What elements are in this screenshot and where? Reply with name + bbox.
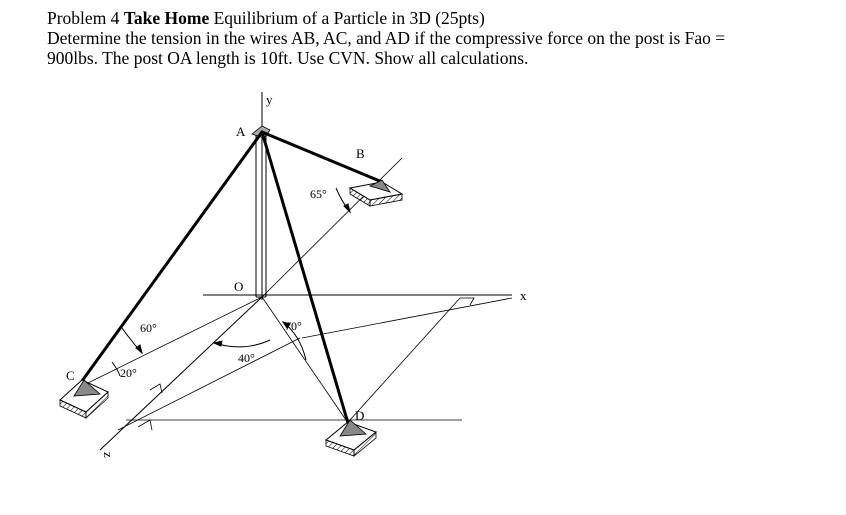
cable-ad bbox=[262, 132, 348, 423]
cable-ac bbox=[82, 132, 262, 381]
point-label-c: C bbox=[66, 368, 75, 383]
point-label-o: O bbox=[234, 279, 244, 294]
angle-label-c-60: 60° bbox=[140, 321, 157, 335]
problem-line-2: Determine the tension in the wires AB, AC, and AD if the compressive force on the post is Fao = bbox=[47, 28, 726, 48]
angle-arcs bbox=[112, 188, 350, 376]
point-label-b: B bbox=[356, 146, 365, 161]
problem-number: Problem 4 bbox=[47, 8, 120, 28]
problem-line-3: 900lbs. The post OA length is 10ft. Use CVN. Show all calculations. bbox=[47, 48, 529, 68]
post-oa bbox=[256, 134, 266, 297]
support-c bbox=[60, 380, 108, 418]
angle-label-o: 40° bbox=[238, 351, 255, 365]
angle-label-c-20: 20° bbox=[120, 366, 137, 380]
angle-label-d: 70° bbox=[285, 319, 302, 333]
problem-title-rest: Equilibrium of a Particle in 3D (25pts) bbox=[213, 8, 485, 28]
y-axis-label: y bbox=[266, 92, 273, 107]
point-label-a: A bbox=[236, 124, 246, 139]
ground-reference-lines bbox=[88, 158, 512, 430]
angle-label-b: 65° bbox=[310, 187, 327, 201]
point-label-d: D bbox=[355, 408, 365, 423]
support-d bbox=[326, 420, 376, 456]
x-axis-label: x bbox=[520, 288, 527, 303]
problem-bold-title: Take Home bbox=[123, 8, 210, 28]
z-axis-label: z bbox=[101, 452, 116, 458]
